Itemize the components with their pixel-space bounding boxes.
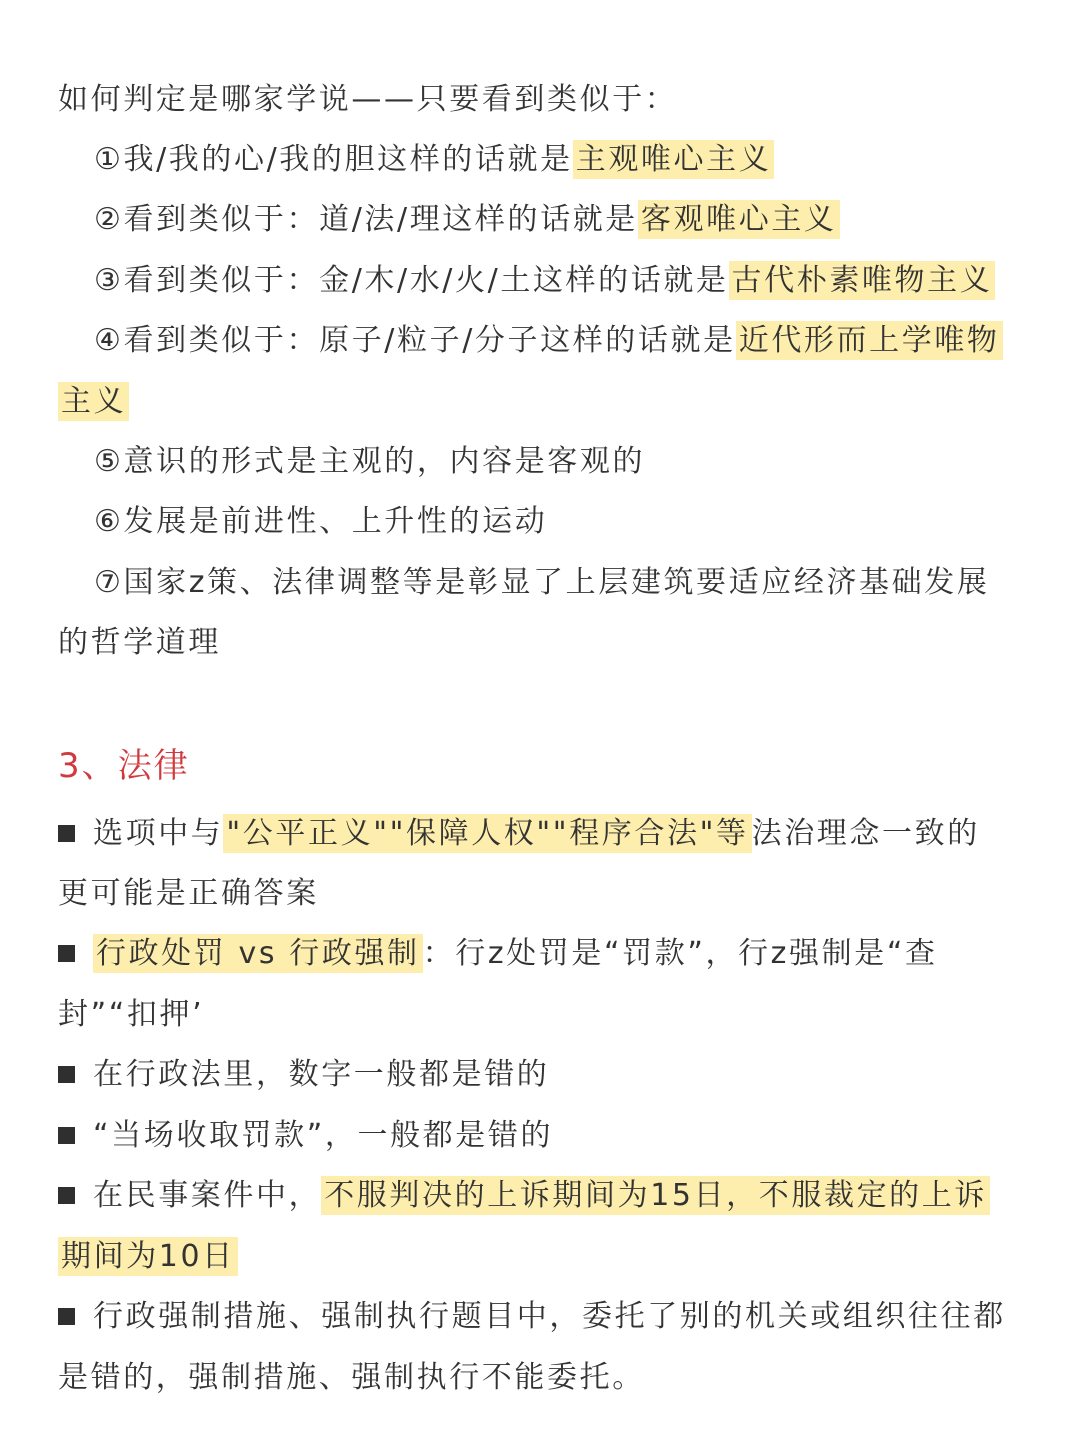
highlight-term: 行政处罚 vs 行政强制 [93,934,423,973]
highlight-term: 客观唯心主义 [638,200,840,239]
item-text: ④看到类似于：原子/粒子/分子这样的话就是 [94,323,736,358]
highlight-term: "公平正义""保障人权""程序合法"等 [223,814,751,853]
item-text: ②看到类似于：道/法/理这样的话就是 [94,202,638,237]
list-item [94,321,1003,361]
intro-line: 如何判定是哪家学说——只要看到类似于： [58,82,678,117]
bullet-item: 选项中与 "公平正义""保障人权""程序合法"等 法治理念一致的 [58,814,980,854]
highlight-term: 主观唯心主义 [573,140,775,179]
list-item [94,200,840,240]
item-text: ①我/我的心/我的胆这样的话就是 [94,142,573,177]
list-item: ⑤意识的形式是主观的，内容是客观的 [94,444,646,479]
bullet-continuation: 是错的，强制措施、强制执行不能委托。 [58,1360,645,1395]
item-text: ③看到类似于：金/木/水/火/土这样的话就是 [94,263,729,298]
bullet-item: 在行政法里，数字一般都是错的 [58,1055,549,1095]
list-item: ⑥发展是前进性、上升性的运动 [94,504,548,539]
bullet-continuation: 封”“扣押’ [58,997,205,1032]
list-item-continuation: 的哲学道理 [58,625,221,660]
bullet-item: 行政处罚 vs 行政强制 ：行z处罚是“罚款”，行z强制是“查 [58,934,938,974]
square-bullet-icon [58,1066,75,1083]
bullet-item: 在民事案件中， 不服判决的上诉期间为15日，不服裁定的上诉 [58,1176,990,1216]
highlight-term: 期间为10日 [58,1237,238,1276]
square-bullet-icon [58,825,75,842]
square-bullet-icon [58,1308,75,1325]
square-bullet-icon [58,1127,75,1144]
list-item: ⑦国家z策、法律调整等是彰显了上层建筑要适应经济基础发展 [94,565,990,600]
list-item-continuation [58,382,129,422]
highlight-term: 不服判决的上诉期间为15日，不服裁定的上诉 [321,1176,990,1215]
highlight-term: 古代朴素唯物主义 [729,261,996,300]
bullet-item: “当场收取罚款”，一般都是错的 [58,1116,553,1156]
list-item [94,261,995,301]
section-heading: 3、法律 [58,746,190,786]
highlight-term: 主义 [58,382,129,421]
bullet-continuation: 更可能是正确答案 [58,876,319,911]
bullet-item: 行政强制措施、强制执行题目中，委托了别的机关或组织往往都 [58,1297,1006,1337]
highlight-term: 近代形而上学唯物 [736,321,1003,360]
square-bullet-icon [58,1187,75,1204]
bullet-continuation [58,1237,238,1277]
square-bullet-icon [58,945,75,962]
list-item [94,140,774,180]
